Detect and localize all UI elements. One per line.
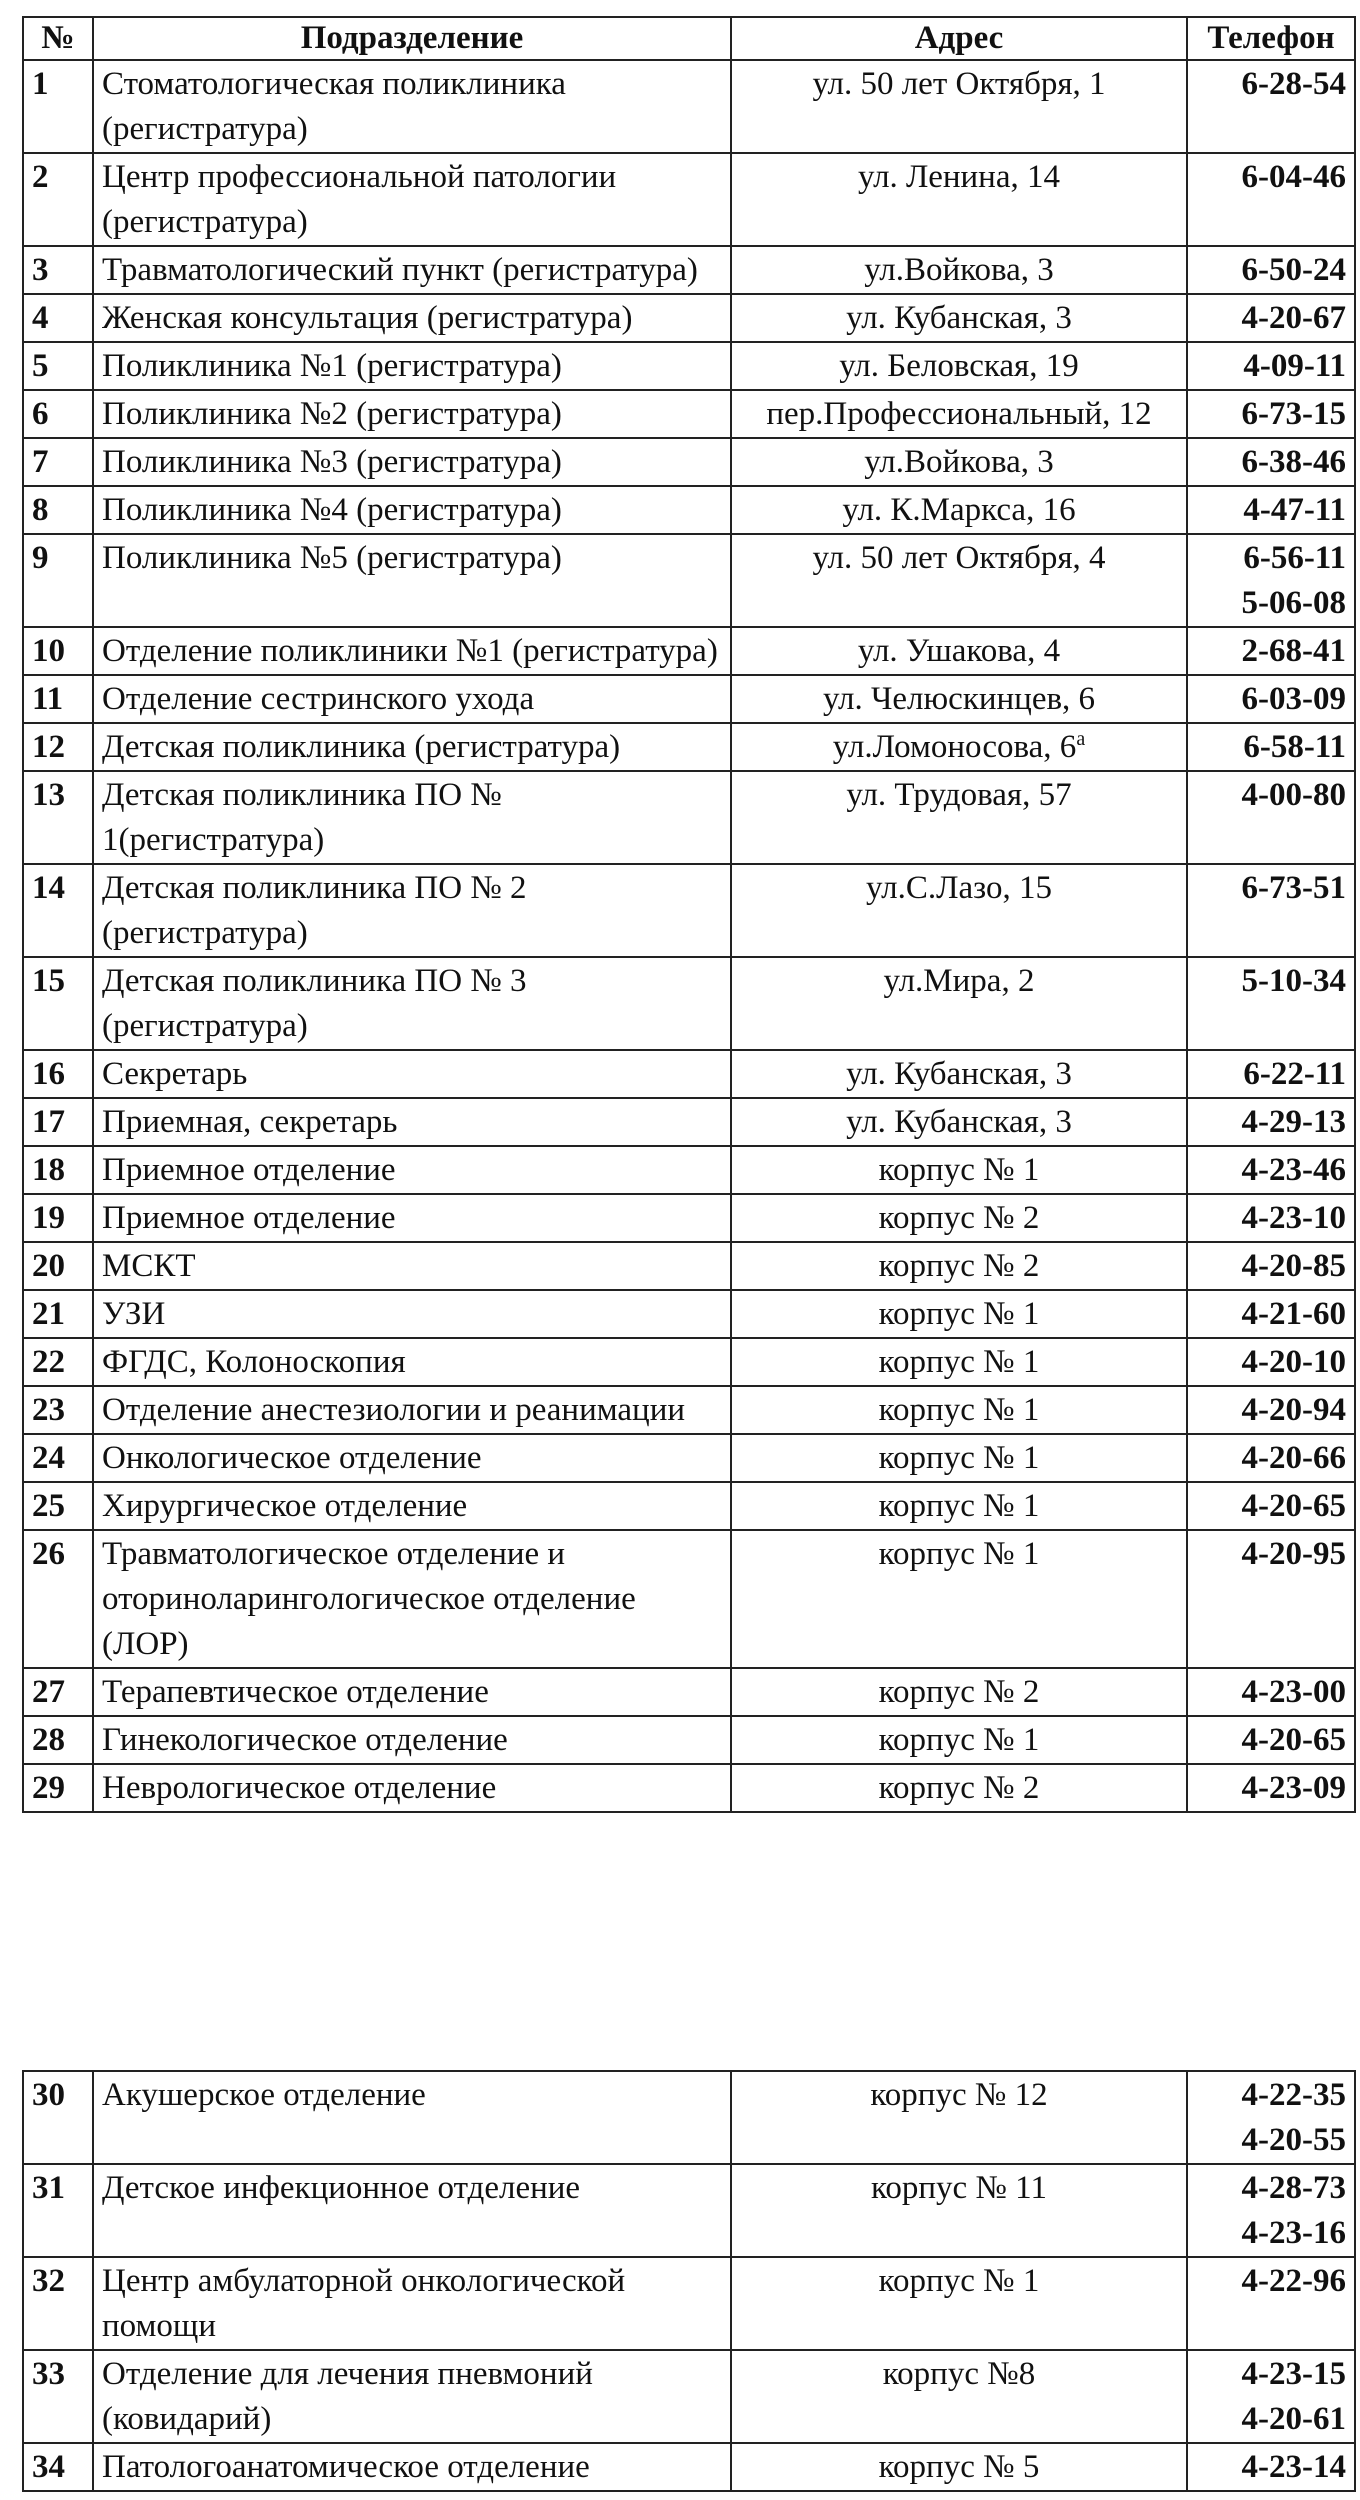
address — [731, 1050, 1187, 1098]
row-number: 7 — [23, 438, 93, 486]
department-name: УЗИ — [93, 1290, 731, 1338]
department-name: Травматологический пункт (регистратура) — [93, 246, 731, 294]
row-number: 1 — [23, 60, 93, 153]
address — [731, 2257, 1187, 2350]
address-text: ул. Кубанская, 3 — [846, 1104, 1072, 1140]
address-text: ул.Ломоносова, 6 — [832, 729, 1077, 765]
address-text: ул. Ленина, 14 — [858, 159, 1060, 195]
address — [731, 2443, 1187, 2491]
address-text: корпус № 1 — [878, 1536, 1040, 1572]
row-number: 23 — [23, 1386, 93, 1434]
address-text: ул. Ушакова, 4 — [857, 633, 1061, 669]
row-number: 34 — [23, 2443, 93, 2491]
address-superscript: а — [1076, 728, 1086, 750]
address — [731, 342, 1187, 390]
table-row — [23, 1386, 1355, 1434]
address-text: корпус № 1 — [878, 2263, 1040, 2299]
address — [731, 294, 1187, 342]
phone-cell — [1187, 1146, 1355, 1194]
phone-number: 4-23-09 — [1241, 1770, 1346, 1806]
phone-cell — [1187, 486, 1355, 534]
phone-number: 4-23-10 — [1241, 1200, 1346, 1236]
department-name: Отделение поликлиники №1 (регистратура) — [93, 627, 731, 675]
phone-cell — [1187, 2350, 1355, 2443]
phone-number: 4-20-65 — [1241, 1722, 1346, 1758]
phone-number: 4-23-15 — [1241, 2356, 1346, 2392]
table-row — [23, 1098, 1355, 1146]
header-num: № — [23, 17, 93, 60]
phone-number: 4-21-60 — [1241, 1296, 1346, 1332]
row-number: 6 — [23, 390, 93, 438]
department-name: ФГДС, Колоноскопия — [93, 1338, 731, 1386]
address — [731, 675, 1187, 723]
address-text: корпус № 1 — [878, 1440, 1040, 1476]
table-row — [23, 342, 1355, 390]
phone-cell — [1187, 675, 1355, 723]
address — [731, 1098, 1187, 1146]
department-name: Отделение сестринского ухода — [93, 675, 731, 723]
phone-cell — [1187, 390, 1355, 438]
department-name: Отделение анестезиологии и реанимации — [93, 1386, 731, 1434]
department-name: Поликлиника №3 (регистратура) — [93, 438, 731, 486]
department-name: Неврологическое отделение — [93, 1764, 731, 1812]
address — [731, 1338, 1187, 1386]
table-row — [23, 1716, 1355, 1764]
table-body — [23, 60, 1355, 1812]
table-row — [23, 1146, 1355, 1194]
department-name: Детская поликлиника ПО № 2 (регистратура) — [93, 864, 731, 957]
table-row — [23, 486, 1355, 534]
phone-cell — [1187, 1764, 1355, 1812]
department-name: Женская консультация (регистратура) — [93, 294, 731, 342]
row-number: 11 — [23, 675, 93, 723]
address — [731, 1530, 1187, 1668]
row-number: 17 — [23, 1098, 93, 1146]
table-row — [23, 390, 1355, 438]
address — [731, 864, 1187, 957]
address — [731, 1482, 1187, 1530]
phone-cell — [1187, 1716, 1355, 1764]
department-name: Патологоанатомическое отделение — [93, 2443, 731, 2491]
row-number: 24 — [23, 1434, 93, 1482]
phone-cell — [1187, 864, 1355, 957]
phone-number: 5-06-08 — [1241, 585, 1346, 621]
row-number: 28 — [23, 1716, 93, 1764]
address-text: корпус № 1 — [878, 1344, 1040, 1380]
department-name: Приемное отделение — [93, 1146, 731, 1194]
phone-cell — [1187, 2257, 1355, 2350]
table-row — [23, 60, 1355, 153]
phone-cell — [1187, 1194, 1355, 1242]
phone-cell — [1187, 438, 1355, 486]
address — [731, 1146, 1187, 1194]
table-row — [23, 1338, 1355, 1386]
phone-number: 6-38-46 — [1241, 444, 1346, 480]
phone-cell — [1187, 60, 1355, 153]
department-name: Поликлиника №4 (регистратура) — [93, 486, 731, 534]
phone-number: 4-28-73 — [1241, 2170, 1346, 2206]
address — [731, 534, 1187, 627]
phone-cell — [1187, 534, 1355, 627]
header-addr: Адрес — [731, 17, 1187, 60]
phone-number: 4-23-16 — [1241, 2215, 1346, 2251]
address — [731, 60, 1187, 153]
department-name: Приемное отделение — [93, 1194, 731, 1242]
department-name: Акушерское отделение — [93, 2071, 731, 2164]
phone-cell — [1187, 294, 1355, 342]
phone-number: 4-20-10 — [1241, 1344, 1346, 1380]
phone-cell — [1187, 2443, 1355, 2491]
department-name: Отделение для лечения пневмоний (ковидарий) — [93, 2350, 731, 2443]
phone-cell — [1187, 1290, 1355, 1338]
address — [731, 1716, 1187, 1764]
table-row — [23, 2257, 1355, 2350]
phone-number: 6-04-46 — [1241, 159, 1346, 195]
table-row — [23, 723, 1355, 771]
row-number: 5 — [23, 342, 93, 390]
address — [731, 957, 1187, 1050]
phone-number: 6-03-09 — [1241, 681, 1346, 717]
table-row — [23, 2443, 1355, 2491]
address-text: пер.Профессиональный, 12 — [766, 396, 1152, 432]
department-name: Онкологическое отделение — [93, 1434, 731, 1482]
address-text: корпус № 2 — [878, 1248, 1040, 1284]
address-text: ул.Войкова, 3 — [864, 252, 1054, 288]
address-text: корпус № 1 — [878, 1722, 1040, 1758]
table-row — [23, 438, 1355, 486]
phone-number: 4-22-96 — [1241, 2263, 1346, 2299]
phone-number: 4-23-14 — [1241, 2449, 1346, 2485]
address — [731, 486, 1187, 534]
address — [731, 390, 1187, 438]
address-text: корпус №8 — [882, 2356, 1036, 2392]
phone-number: 6-73-15 — [1241, 396, 1346, 432]
phone-number: 6-28-54 — [1241, 66, 1346, 102]
address — [731, 1668, 1187, 1716]
table-row — [23, 627, 1355, 675]
phone-number: 4-00-80 — [1241, 777, 1346, 813]
table-row — [23, 1764, 1355, 1812]
phone-number: 4-20-85 — [1241, 1248, 1346, 1284]
row-number: 4 — [23, 294, 93, 342]
phone-cell — [1187, 2164, 1355, 2257]
department-name: Поликлиника №5 (регистратура) — [93, 534, 731, 627]
row-number: 22 — [23, 1338, 93, 1386]
address-text: корпус № 1 — [878, 1392, 1040, 1428]
department-name: Центр профессиональной патологии (регистратура) — [93, 153, 731, 246]
row-number: 9 — [23, 534, 93, 627]
phone-number: 4-23-46 — [1241, 1152, 1346, 1188]
department-name: Поликлиника №2 (регистратура) — [93, 390, 731, 438]
phone-number: 4-47-11 — [1243, 492, 1346, 528]
address-text: корпус № 2 — [878, 1200, 1040, 1236]
phone-number: 2-68-41 — [1241, 633, 1346, 669]
phone-cell — [1187, 771, 1355, 864]
address-text: корпус № 12 — [870, 2077, 1048, 2113]
address — [731, 2350, 1187, 2443]
phone-number: 5-10-34 — [1241, 963, 1346, 999]
row-number: 15 — [23, 957, 93, 1050]
address-text: ул. Кубанская, 3 — [846, 1056, 1072, 1092]
address-text: ул. 50 лет Октября, 4 — [812, 540, 1106, 576]
phone-cell — [1187, 1050, 1355, 1098]
address-text: ул. Кубанская, 3 — [846, 300, 1072, 336]
address-text: ул. К.Маркса, 16 — [842, 492, 1076, 528]
table-row — [23, 153, 1355, 246]
row-number: 10 — [23, 627, 93, 675]
department-name: Детская поликлиника ПО № 3 (регистратура) — [93, 957, 731, 1050]
phone-cell — [1187, 1434, 1355, 1482]
address-text: ул.Мира, 2 — [883, 963, 1035, 999]
header-dept: Подразделение — [93, 17, 731, 60]
address-text: ул. Трудовая, 57 — [846, 777, 1072, 813]
table-row — [23, 294, 1355, 342]
department-name: Стоматологическая поликлиника (регистратура) — [93, 60, 731, 153]
row-number: 29 — [23, 1764, 93, 1812]
address — [731, 723, 1187, 771]
row-number: 21 — [23, 1290, 93, 1338]
address-text: ул.Войкова, 3 — [864, 444, 1054, 480]
phone-number: 6-73-51 — [1241, 870, 1346, 906]
row-number: 33 — [23, 2350, 93, 2443]
phone-cell — [1187, 1530, 1355, 1668]
phone-number: 6-50-24 — [1241, 252, 1346, 288]
phone-cell — [1187, 1098, 1355, 1146]
table-row — [23, 1194, 1355, 1242]
table-row — [23, 1050, 1355, 1098]
directory-table — [22, 16, 1356, 1813]
table-row — [23, 771, 1355, 864]
phone-number: 4-20-67 — [1241, 300, 1346, 336]
department-name: Терапевтическое отделение — [93, 1668, 731, 1716]
address-text: ул. Челюскинцев, 6 — [822, 681, 1096, 717]
address — [731, 1434, 1187, 1482]
directory-table-continued — [22, 2070, 1356, 2492]
row-number: 20 — [23, 1242, 93, 1290]
phone-number: 4-20-94 — [1241, 1392, 1346, 1428]
table-row — [23, 2350, 1355, 2443]
phone-number: 4-23-00 — [1241, 1674, 1346, 1710]
table-row — [23, 1434, 1355, 1482]
phone-cell — [1187, 957, 1355, 1050]
address — [731, 1386, 1187, 1434]
row-number: 30 — [23, 2071, 93, 2164]
row-number: 3 — [23, 246, 93, 294]
department-name: Детская поликлиника (регистратура) — [93, 723, 731, 771]
phone-cell — [1187, 1338, 1355, 1386]
row-number: 13 — [23, 771, 93, 864]
table-row — [23, 1242, 1355, 1290]
table-row — [23, 1290, 1355, 1338]
address — [731, 1194, 1187, 1242]
phone-cell — [1187, 723, 1355, 771]
phone-number: 4-20-95 — [1241, 1536, 1346, 1572]
address — [731, 771, 1187, 864]
address-text: ул. 50 лет Октября, 1 — [812, 66, 1106, 102]
address — [731, 246, 1187, 294]
phone-number: 4-09-11 — [1243, 348, 1346, 384]
address — [731, 2071, 1187, 2164]
address — [731, 2164, 1187, 2257]
row-number: 16 — [23, 1050, 93, 1098]
phone-cell — [1187, 153, 1355, 246]
department-name: Детская поликлиника ПО № 1(регистратура) — [93, 771, 731, 864]
address — [731, 153, 1187, 246]
row-number: 25 — [23, 1482, 93, 1530]
table-row — [23, 1530, 1355, 1668]
phone-number: 6-56-11 — [1243, 540, 1346, 576]
address-text: корпус № 1 — [878, 1296, 1040, 1332]
address — [731, 1764, 1187, 1812]
row-number: 8 — [23, 486, 93, 534]
address-text: корпус № 2 — [878, 1674, 1040, 1710]
phone-cell — [1187, 627, 1355, 675]
phone-cell — [1187, 1242, 1355, 1290]
phone-number: 4-20-65 — [1241, 1488, 1346, 1524]
phone-cell — [1187, 1482, 1355, 1530]
address — [731, 1290, 1187, 1338]
phone-number: 4-22-35 — [1241, 2077, 1346, 2113]
address — [731, 627, 1187, 675]
table-row — [23, 1482, 1355, 1530]
phone-number: 6-58-11 — [1243, 729, 1346, 765]
row-number: 31 — [23, 2164, 93, 2257]
phone-number: 4-29-13 — [1241, 1104, 1346, 1140]
table-row — [23, 864, 1355, 957]
address-text: ул.С.Лазо, 15 — [866, 870, 1052, 906]
department-name: МСКТ — [93, 1242, 731, 1290]
phone-number: 4-20-61 — [1241, 2401, 1346, 2437]
row-number: 32 — [23, 2257, 93, 2350]
phone-cell — [1187, 1668, 1355, 1716]
phone-cell — [1187, 2071, 1355, 2164]
row-number: 19 — [23, 1194, 93, 1242]
table-row — [23, 2071, 1355, 2164]
table-row — [23, 2164, 1355, 2257]
department-name: Поликлиника №1 (регистратура) — [93, 342, 731, 390]
department-name: Детское инфекционное отделение — [93, 2164, 731, 2257]
department-name: Центр амбулаторной онкологической помощи — [93, 2257, 731, 2350]
phone-cell — [1187, 342, 1355, 390]
header-row — [23, 17, 1355, 60]
row-number: 27 — [23, 1668, 93, 1716]
address-text: корпус № 11 — [871, 2170, 1047, 2206]
department-name: Гинекологическое отделение — [93, 1716, 731, 1764]
table-row — [23, 1668, 1355, 1716]
department-name: Приемная, секретарь — [93, 1098, 731, 1146]
phone-number: 6-22-11 — [1243, 1056, 1346, 1092]
address-text: ул. Беловская, 19 — [839, 348, 1079, 384]
phone-cell — [1187, 246, 1355, 294]
address-text: корпус № 1 — [878, 1488, 1040, 1524]
phone-number: 4-20-66 — [1241, 1440, 1346, 1476]
address-text: корпус № 2 — [878, 1770, 1040, 1806]
address-text: корпус № 1 — [878, 1152, 1040, 1188]
row-number: 26 — [23, 1530, 93, 1668]
row-number: 14 — [23, 864, 93, 957]
department-name: Хирургическое отделение — [93, 1482, 731, 1530]
table-row — [23, 246, 1355, 294]
department-name: Травматологическое отделение и оториноларингологическое отделение (ЛОР) — [93, 1530, 731, 1668]
table-body — [23, 2071, 1355, 2491]
row-number: 12 — [23, 723, 93, 771]
phone-cell — [1187, 1386, 1355, 1434]
address-text: корпус № 5 — [878, 2449, 1040, 2485]
row-number: 2 — [23, 153, 93, 246]
header-phone: Телефон — [1187, 17, 1355, 60]
row-number: 18 — [23, 1146, 93, 1194]
table-row — [23, 957, 1355, 1050]
address — [731, 1242, 1187, 1290]
department-name: Секретарь — [93, 1050, 731, 1098]
address — [731, 438, 1187, 486]
table-row — [23, 675, 1355, 723]
phone-number: 4-20-55 — [1241, 2122, 1346, 2158]
table-row — [23, 534, 1355, 627]
